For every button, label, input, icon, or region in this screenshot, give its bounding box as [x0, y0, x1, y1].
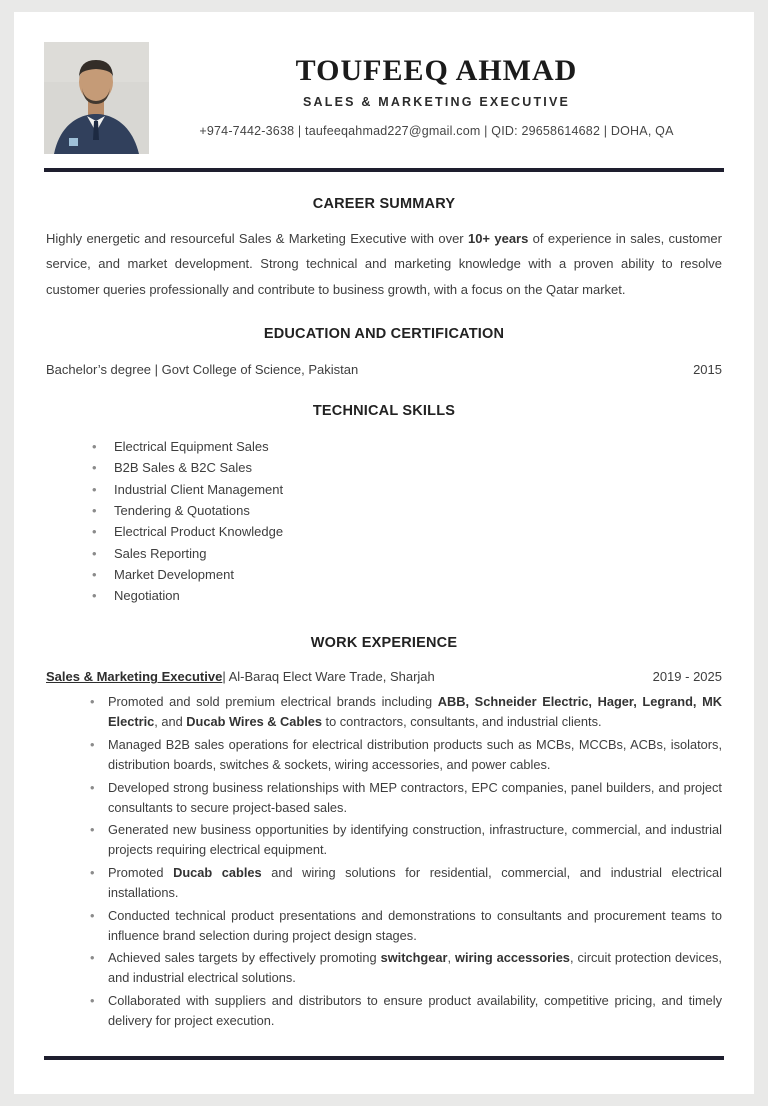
- experience-dates: 2019 - 2025: [652, 669, 722, 685]
- skill-item: • Negotiation: [92, 586, 724, 607]
- section-heading-technical-skills: TECHNICAL SKILLS: [312, 403, 456, 420]
- bold-text-segment: Ducab Wires & Cables: [186, 714, 322, 730]
- bold-text-segment: ABB, Schneider Electric, Hager, Legrand, MK Electric: [108, 694, 722, 730]
- text-segment: Achieved sales targets by effectively promoting: [108, 950, 381, 966]
- experience-bullet: [90, 778, 722, 818]
- text-segment: , and: [154, 714, 187, 730]
- experience-bullet: [90, 735, 722, 775]
- skills-list: [44, 437, 724, 607]
- experience-bullet: [90, 820, 722, 860]
- education-year: 2015: [693, 362, 722, 378]
- experience-company: | Al-Baraq Elect Ware Trade, Sharjah: [222, 669, 435, 685]
- resume-header: [44, 42, 724, 154]
- skill-item: • Industrial Client Management: [92, 480, 724, 501]
- candidate-job-title: SALES & MARKETING EXECUTIVE: [302, 95, 571, 109]
- skill-item: • Sales Reporting: [92, 544, 724, 565]
- skill-item: • Market Development: [92, 565, 724, 586]
- skill-item: • Tendering & Quotations: [92, 501, 724, 522]
- text-segment: and wiring solutions for residential, commercial, and industrial electrical installations.: [108, 865, 722, 900]
- contact-line: +974-7442-3638 | taufeeqahmad227@gmail.com | QID: 29658614682 | DOHA, QA: [199, 124, 674, 138]
- candidate-name: TOUFEEQ AHMAD: [295, 54, 578, 87]
- footer-divider: [44, 1056, 724, 1060]
- text-segment: , circuit protection devices, and industrial electrical solutions.: [108, 950, 722, 986]
- education-degree: Bachelor’s degree | Govt College of Science, Pakistan: [46, 362, 359, 378]
- experience-bullet: [90, 692, 722, 732]
- section-heading-work-experience: WORK EXPERIENCE: [310, 635, 458, 652]
- text-segment: Collaborated with suppliers and distributors to ensure product availability, competitive pricing, and timely delivery for project execution.: [108, 993, 722, 1028]
- experience-title: [46, 669, 435, 684]
- experience-bullet: [90, 948, 722, 988]
- section-heading-education: EDUCATION AND CERTIFICATION: [263, 326, 505, 343]
- skill-item: • Electrical Product Knowledge: [92, 522, 724, 543]
- experience-role: Sales & Marketing Executive: [46, 669, 223, 685]
- text-segment: Promoted: [108, 865, 174, 881]
- bold-text-segment: wiring accessories: [454, 950, 570, 966]
- resume-document: [14, 12, 754, 1094]
- section-heading-career-summary: CAREER SUMMARY: [312, 196, 456, 212]
- career-summary-paragraph: [46, 226, 722, 302]
- text-segment: Managed B2B sales operations for electrical distribution products such as MCBs, MCCBs, ACBs, isolators, distribution boards, switches & sockets, wiring accessories, and power cables.: [108, 737, 722, 772]
- experience-bullet-list: [44, 692, 724, 1033]
- bold-text-segment: switchgear: [380, 950, 448, 966]
- text-segment: Promoted and sold premium electrical brands including: [108, 694, 438, 710]
- header-divider: [44, 168, 724, 172]
- profile-photo-illustration: [44, 42, 149, 154]
- experience-bullet: [90, 991, 722, 1031]
- experience-bullet: [90, 906, 722, 946]
- experience-header-row: [46, 669, 722, 684]
- text-segment: Highly energetic and resourceful Sales & Marketing Executive with over: [46, 231, 468, 246]
- header-text-block: [149, 42, 724, 138]
- text-segment: Conducted technical product presentations and demonstrations to consultants and procurement teams to influence brand selection during project design stages.: [108, 907, 722, 943]
- text-segment: Developed strong business relationships with MEP contractors, EPC companies, panel builders, and project consultants to secure project-based sales.: [108, 779, 722, 815]
- text-segment: of experience in sales, customer service, and market development. Strong technical and marketing knowledge with a proven ability to resolve customer queries professionally and contribute to business growth, with a focus on the Qatar market.: [46, 231, 722, 297]
- education-entry-row: [46, 362, 722, 377]
- profile-photo: [44, 42, 149, 154]
- bold-text-segment: 10+ years: [467, 231, 529, 246]
- skill-item: • Electrical Equipment Sales: [92, 437, 724, 458]
- experience-bullet: [90, 863, 722, 903]
- text-segment: Generated new business opportunities by identifying construction, infrastructure, commercial, and industrial projects requiring electrical equipment.: [108, 822, 722, 858]
- text-segment: ,: [447, 950, 455, 966]
- text-segment: to contractors, consultants, and industrial clients.: [322, 714, 602, 730]
- skill-item: • B2B Sales & B2C Sales: [92, 458, 724, 479]
- bold-text-segment: Ducab cables: [173, 865, 262, 881]
